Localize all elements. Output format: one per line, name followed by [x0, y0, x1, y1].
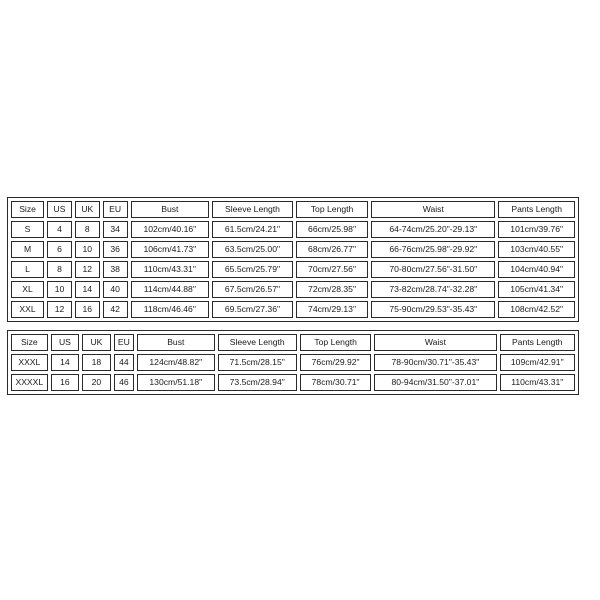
cell-uk: 14 — [75, 281, 100, 298]
cell-size: L — [11, 261, 44, 278]
cell-waist: 80-94cm/31.50"-37.01" — [374, 374, 496, 391]
cell-top-length: 78cm/30.71" — [300, 374, 371, 391]
cell-size: M — [11, 241, 44, 258]
cell-eu: 38 — [103, 261, 128, 278]
cell-eu: 42 — [103, 301, 128, 318]
cell-sleeve-length: 65.5cm/25.79" — [212, 261, 293, 278]
cell-bust: 118cm/46.46" — [131, 301, 210, 318]
cell-uk: 16 — [75, 301, 100, 318]
cell-bust: 106cm/41.73" — [131, 241, 210, 258]
header-size: Size — [11, 334, 48, 351]
cell-eu: 44 — [114, 354, 134, 371]
header-row — [11, 201, 575, 218]
header-uk: UK — [75, 201, 100, 218]
cell-waist: 73-82cm/28.74"-32.28" — [371, 281, 495, 298]
cell-pants-length: 104cm/40.94" — [498, 261, 575, 278]
cell-bust: 110cm/43.31" — [131, 261, 210, 278]
cell-sleeve-length: 63.5cm/25.00" — [212, 241, 293, 258]
cell-eu: 36 — [103, 241, 128, 258]
cell-uk: 10 — [75, 241, 100, 258]
header-size: Size — [11, 201, 44, 218]
cell-top-length: 68cm/26.77" — [296, 241, 368, 258]
cell-sleeve-length: 69.5cm/27.36" — [212, 301, 293, 318]
table-row — [11, 281, 575, 298]
cell-waist: 64-74cm/25.20"-29.13" — [371, 221, 495, 238]
cell-uk: 20 — [82, 374, 111, 391]
header-pants-length: Pants Length — [498, 201, 575, 218]
header-us: US — [51, 334, 80, 351]
cell-eu: 34 — [103, 221, 128, 238]
header-uk: UK — [82, 334, 111, 351]
cell-size: S — [11, 221, 44, 238]
header-waist: Waist — [371, 201, 495, 218]
table-row — [11, 221, 575, 238]
cell-size: XL — [11, 281, 44, 298]
header-top-length: Top Length — [300, 334, 371, 351]
header-pants-length: Pants Length — [500, 334, 575, 351]
cell-us: 14 — [51, 354, 80, 371]
cell-top-length: 66cm/25.98" — [296, 221, 368, 238]
cell-us: 16 — [51, 374, 80, 391]
header-bust: Bust — [131, 201, 210, 218]
cell-sleeve-length: 61.5cm/24.21" — [212, 221, 293, 238]
table-row — [11, 261, 575, 278]
cell-top-length: 76cm/29.92" — [300, 354, 371, 371]
cell-us: 4 — [47, 221, 72, 238]
cell-uk: 8 — [75, 221, 100, 238]
cell-us: 6 — [47, 241, 72, 258]
cell-bust: 124cm/48.82" — [137, 354, 214, 371]
cell-size: XXXXL — [11, 374, 48, 391]
cell-pants-length: 105cm/41.34" — [498, 281, 575, 298]
cell-top-length: 72cm/28.35" — [296, 281, 368, 298]
size-chart-table-1 — [7, 197, 579, 322]
header-top-length: Top Length — [296, 201, 368, 218]
table-row — [11, 354, 575, 371]
cell-waist: 78-90cm/30.71"-35.43" — [374, 354, 496, 371]
cell-sleeve-length: 73.5cm/28.94" — [218, 374, 297, 391]
cell-pants-length: 103cm/40.55" — [498, 241, 575, 258]
cell-eu: 46 — [114, 374, 134, 391]
cell-bust: 102cm/40.16" — [131, 221, 210, 238]
cell-sleeve-length: 67.5cm/26.57" — [212, 281, 293, 298]
cell-bust: 130cm/51.18" — [137, 374, 214, 391]
header-row — [11, 334, 575, 351]
header-sleeve-length: Sleeve Length — [212, 201, 293, 218]
header-us: US — [47, 201, 72, 218]
cell-us: 10 — [47, 281, 72, 298]
header-sleeve-length: Sleeve Length — [218, 334, 297, 351]
cell-uk: 18 — [82, 354, 111, 371]
size-chart-table-2 — [7, 330, 579, 395]
cell-waist: 75-90cm/29.53"-35.43" — [371, 301, 495, 318]
header-eu: EU — [103, 201, 128, 218]
cell-sleeve-length: 71.5cm/28.15" — [218, 354, 297, 371]
header-bust: Bust — [137, 334, 214, 351]
header-eu: EU — [114, 334, 134, 351]
cell-size: XXL — [11, 301, 44, 318]
cell-us: 8 — [47, 261, 72, 278]
cell-us: 12 — [47, 301, 72, 318]
header-waist: Waist — [374, 334, 496, 351]
cell-pants-length: 109cm/42.91" — [500, 354, 575, 371]
cell-pants-length: 101cm/39.76" — [498, 221, 575, 238]
cell-size: XXXL — [11, 354, 48, 371]
cell-waist: 70-80cm/27.56"-31.50" — [371, 261, 495, 278]
cell-waist: 66-76cm/25.98"-29.92" — [371, 241, 495, 258]
cell-pants-length: 108cm/42.52" — [498, 301, 575, 318]
cell-bust: 114cm/44.88" — [131, 281, 210, 298]
cell-uk: 12 — [75, 261, 100, 278]
table-row — [11, 374, 575, 391]
table-row — [11, 301, 575, 318]
table-row — [11, 241, 575, 258]
cell-top-length: 70cm/27.56" — [296, 261, 368, 278]
cell-eu: 40 — [103, 281, 128, 298]
cell-pants-length: 110cm/43.31" — [500, 374, 575, 391]
cell-top-length: 74cm/29.13" — [296, 301, 368, 318]
